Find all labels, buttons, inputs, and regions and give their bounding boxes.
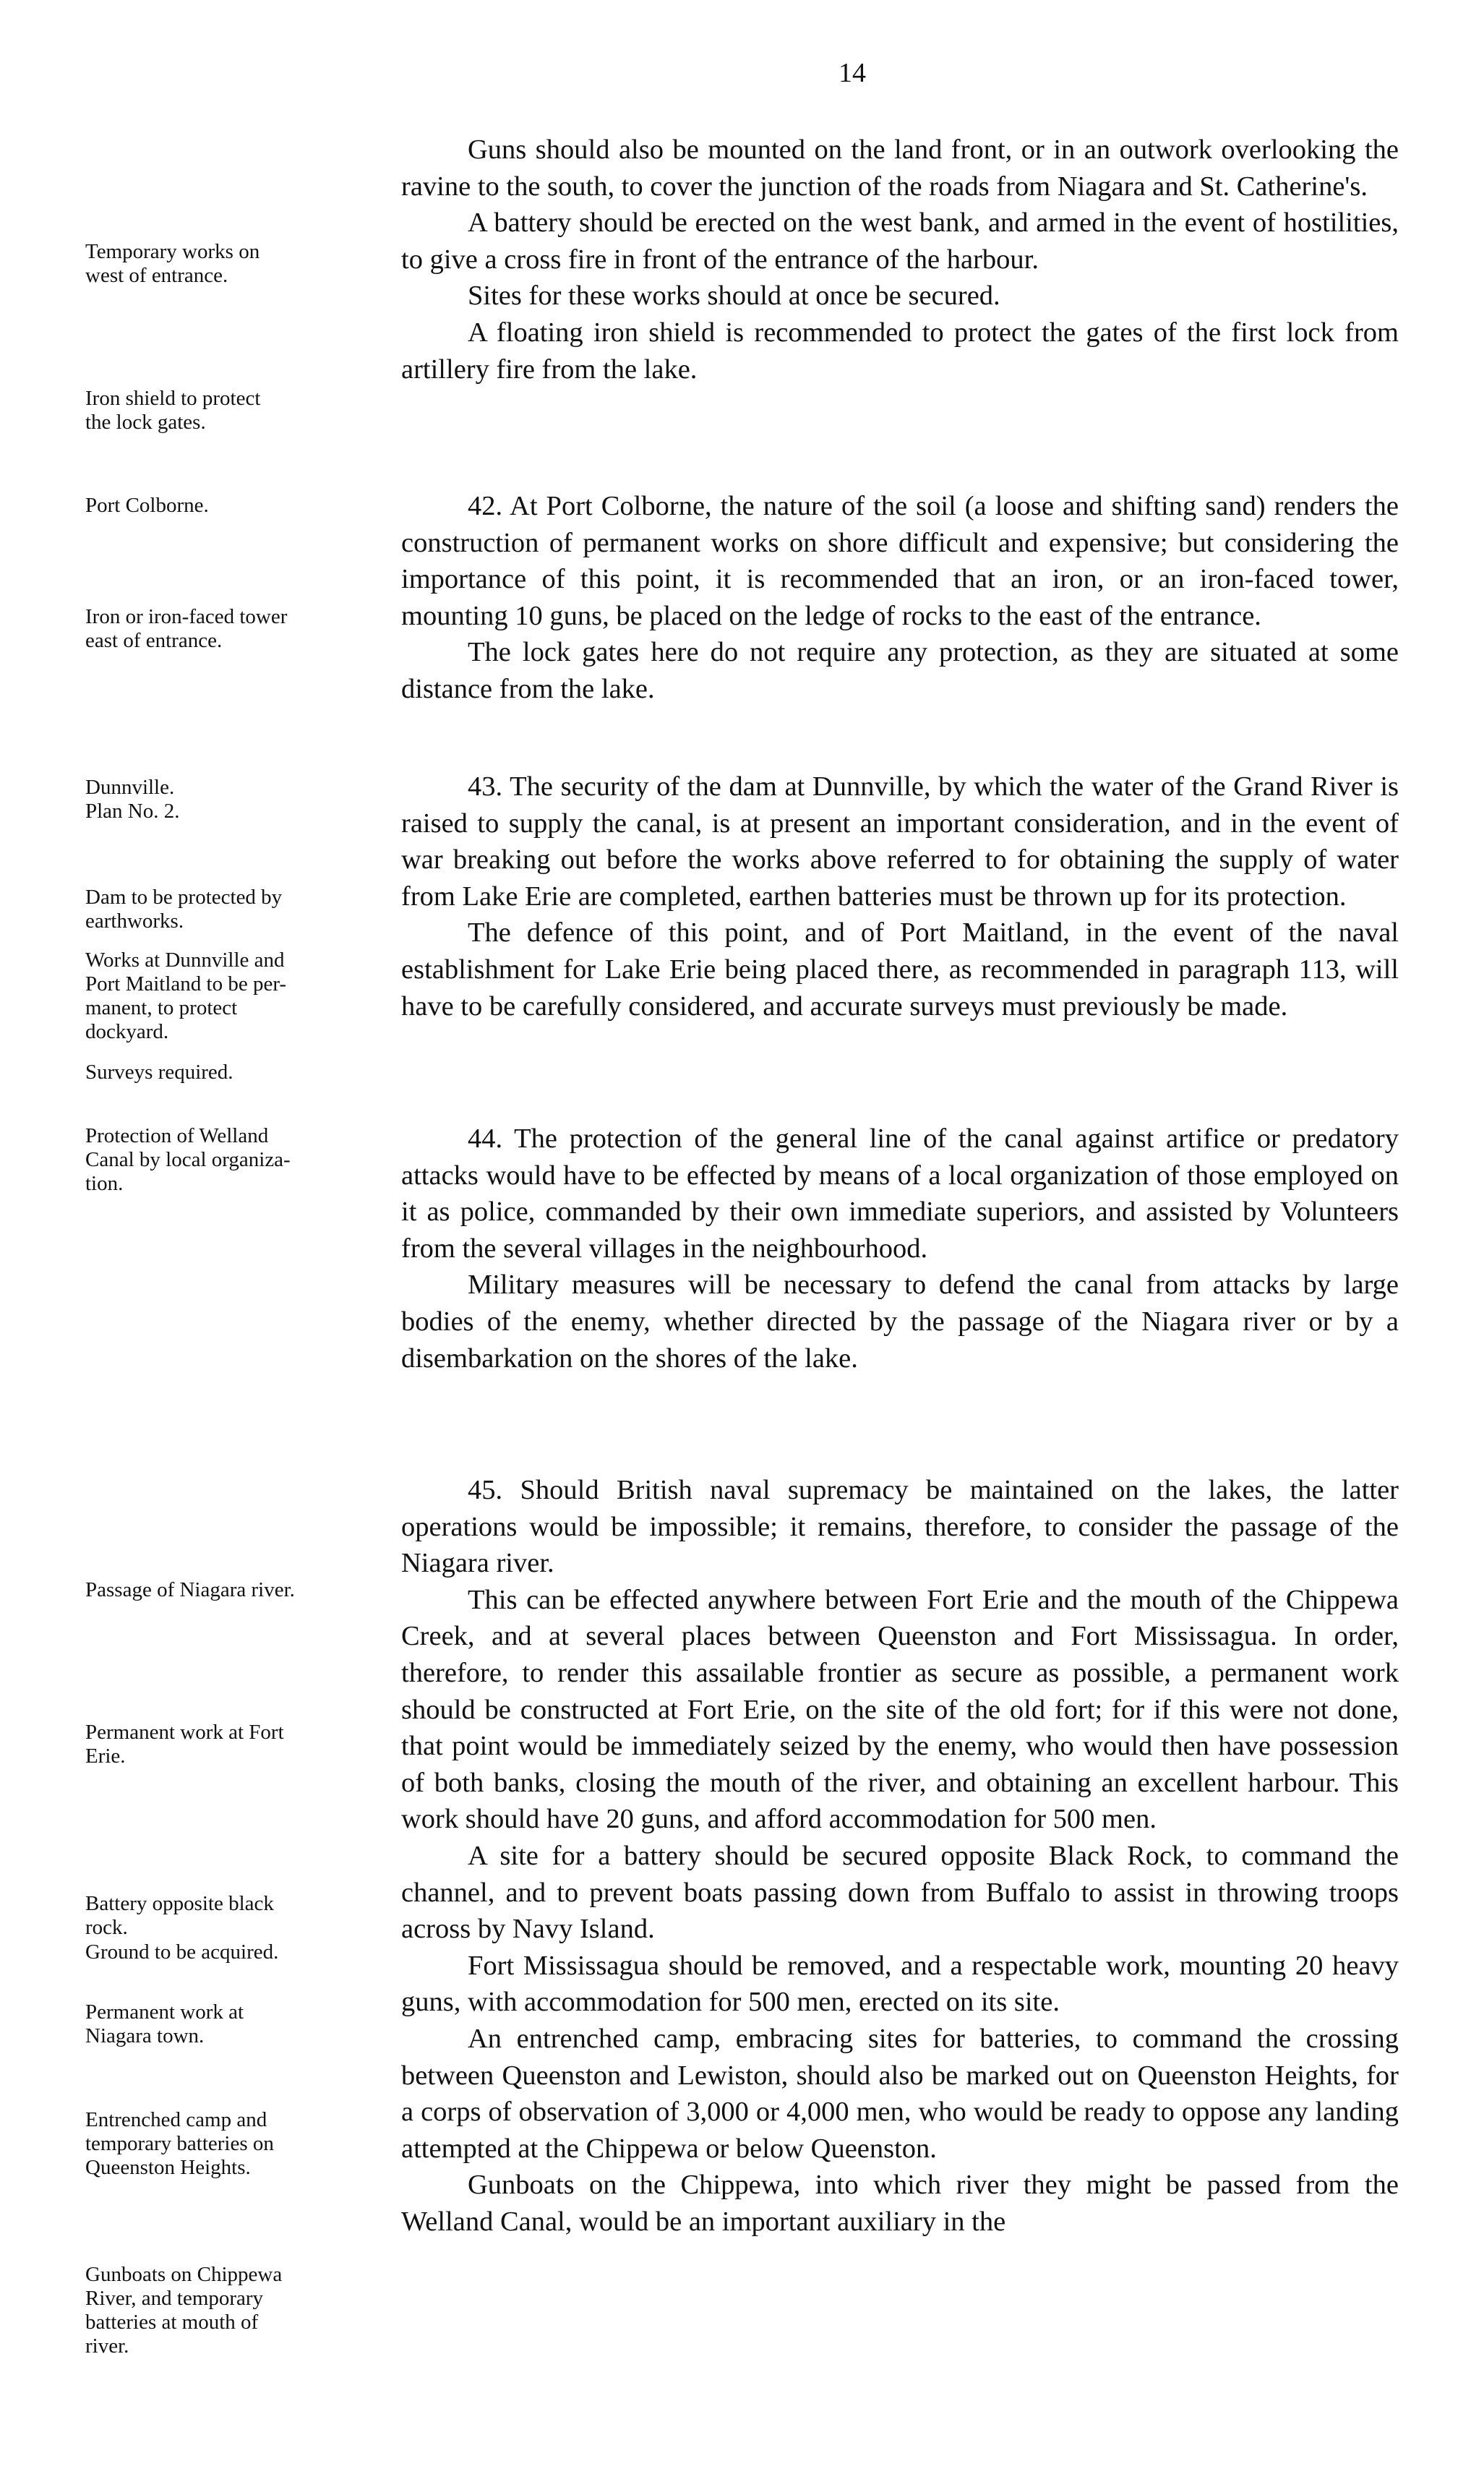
sidenote-works-dunnville: Works at Dunnville and Port Maitland to be per- manent, to protect dockyard. (85, 949, 287, 1043)
paragraph: Fort Mississagua should be removed, and a respectable work, mounting 20 heavy guns, with accommodation for 500 men, erected on its site. (401, 1950, 1399, 2018)
sidenote-surveys: Surveys required. (85, 1061, 233, 1084)
paragraph: An entrenched camp, embracing sites for batteries, to command the crossing between Queenston and Lewiston, should also be marked out on Queenston Heights, for a corps of observation of 3,000 or 4,000 men, who would be ready to oppose any landing attempted at the Chippewa or below Queenston. (401, 2023, 1399, 2164)
section-44-welland-protection (401, 1121, 1399, 1377)
paragraph: 42. At Port Colborne, the nature of the soil (a loose and shifting sand) renders the construction of permanent works on shore difficult and expensive; but considering the importance of this point, it is recommended that an iron, or an iron-faced tower, mounting 10 guns, be placed on the ledge of rocks to the east of the entrance. (401, 491, 1399, 631)
sidenote-chippewa-gunboats: Gunboats on Chippewa River, and temporary batteries at mouth of river. (85, 2263, 283, 2358)
paragraph: The lock gates here do not require any protection, as they are situated at some distance from the lake. (401, 637, 1399, 704)
paragraph: Gunboats on the Chippewa, into which river they might be passed from the Welland Canal, would be an important auxiliary in the (401, 2170, 1399, 2237)
sidenote-niagara-passage: Passage of Niagara river. (85, 1578, 295, 1601)
paragraph: A floating iron shield is recommended to protect the gates of the first lock from artillery fire from the lake. (401, 317, 1399, 385)
paragraph: 44. The protection of the general line of the canal against artifice or predatory attacks would have to be effected by means of a local organization of those employed on it as police, commanded by their own immediate superiors, and assisted by Volunteers from the several villages in the neighbourhood. (401, 1123, 1399, 1264)
sidenote-iron-shield: Iron shield to protect the lock gates. (85, 387, 261, 434)
paragraph: A site for a battery should be secured opposite Black Rock, to command the channel, and to prevent boats passing down from Buffalo to assist in throwing troops across by Navy Island. (401, 1840, 1399, 1945)
page-number: 14 (838, 58, 866, 88)
sidenote-port-colborne: Port Colborne. (85, 494, 209, 517)
section-42-port-colborne (401, 488, 1399, 708)
section-welland-entrance (401, 132, 1399, 388)
section-43-dunnville (401, 769, 1399, 1024)
section-45-niagara (401, 1472, 1399, 2240)
sidenote-fort-erie: Permanent work at Fort Erie. (85, 1721, 284, 1768)
sidenote-dunnville: Dunnville. Plan No. 2. (85, 776, 180, 823)
sidenote-ground-acquired: Ground to be acquired. (85, 1940, 279, 1964)
paragraph: A battery should be erected on the west bank, and armed in the event of hostilities, to give a cross fire in front of the entrance of the harbour. (401, 207, 1399, 275)
paragraph: Guns should also be mounted on the land front, or in an outwork overlooking the ravine to the south, to cover the junction of the roads from Niagara and St. Catherine's. (401, 134, 1399, 202)
sidenote-dam-protection: Dam to be protected by earthworks. (85, 886, 283, 933)
sidenote-welland-protection: Protection of Welland Canal by local organiza- tion. (85, 1124, 291, 1195)
sidenote-queenston-heights: Entrenched camp and temporary batteries on Queenston Heights. (85, 2108, 274, 2179)
paragraph: 45. Should British naval supremacy be maintained on the lakes, the latter operations would be impossible; it remains, therefore, to consider the passage of the Niagara river. (401, 1475, 1399, 1579)
sidenote-iron-tower: Iron or iron-faced tower east of entrance. (85, 605, 288, 652)
paragraph: This can be effected anywhere between Fort Erie and the mouth of the Chippewa Creek, and at several places between Queenston and Fort Mississagua. In order, therefore, to render this assailable frontier as secure as possible, a permanent work should be constructed at Fort Erie, on the site of the old fort; for if this were not done, that point would be immediately seized by the enemy, who would then have possession of both banks, closing the mouth of the river, and obtaining an excellent harbour. This work should have 20 guns, and afford accommodation for 500 men. (401, 1584, 1399, 1835)
sidenote-niagara-town: Permanent work at Niagara town. (85, 2000, 244, 2047)
paragraph: 43. The security of the dam at Dunnville, by which the water of the Grand River is raised to supply the canal, is at present an important consideration, and in the event of war breaking out before the works above referred to for obtaining the supply of water from Lake Erie are completed, earthen batteries must be thrown up for its protection. (401, 771, 1399, 912)
paragraph: Military measures will be necessary to defend the canal from attacks by large bodies of the enemy, whether directed by the passage of the Niagara river or by a disembarkation on the shores of the lake. (401, 1270, 1399, 1374)
paragraph: The defence of this point, and of Port Maitland, in the event of the naval establishment for Lake Erie being placed there, as recommended in paragraph 113, will have to be carefully considered, and accurate surveys must previously be made. (401, 917, 1399, 1022)
paragraph: Sites for these works should at once be secured. (468, 281, 1000, 312)
sidenote-temporary-works: Temporary works on west of entrance. (85, 240, 260, 287)
sidenote-black-rock: Battery opposite black rock. (85, 1892, 274, 1939)
